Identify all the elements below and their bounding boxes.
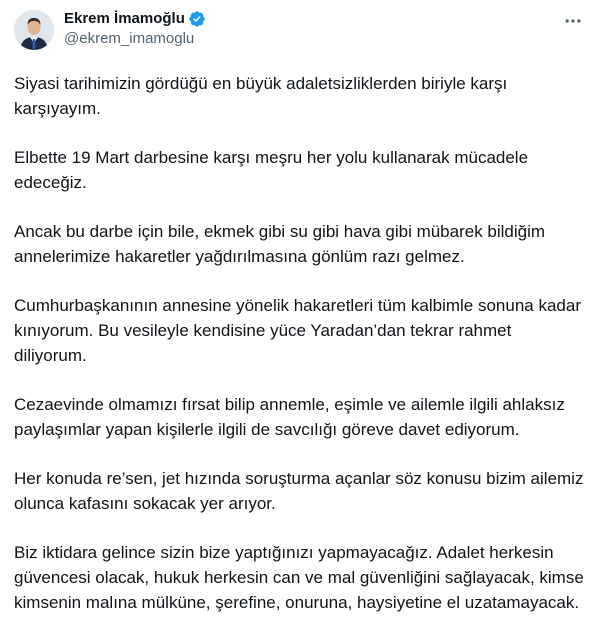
avatar[interactable]	[14, 10, 54, 50]
tweet-text	[14, 71, 600, 615]
tweet-header	[14, 6, 600, 56]
display-name[interactable]: Ekrem İmamoğlu	[64, 10, 185, 27]
display-name-row	[64, 9, 206, 29]
author-handle[interactable]: @ekrem_imamoglu	[64, 30, 195, 47]
more-options-icon[interactable]	[562, 10, 584, 32]
tweet-paragraph: Her konuda re’sen, jet hızında soruşturma açanlar söz konusu bizim ailemiz olunca kafasını sokacak yer arıyor.	[14, 469, 584, 513]
tweet-paragraph: Siyasi tarihimizin gördüğü en büyük adaletsizliklerden biriyle karşı karşıyayım.	[14, 74, 508, 118]
avatar-photo	[14, 10, 54, 50]
tweet-paragraph: Cumhurbaşkanının annesine yönelik hakaretleri tüm kalbimle sonuna kadar kınıyorum. Bu vesileyle kendisine yüce Yaradan’dan tekrar rahmet diliyorum.	[14, 296, 581, 365]
verified-badge-icon	[188, 10, 206, 28]
tweet-paragraph: Ancak bu darbe için bile, ekmek gibi su gibi hava gibi mübarek bildiğim annelerimize hakaretler yağdırılmasına gönlüm razı gelmez.	[14, 222, 546, 266]
tweet-paragraph: Biz iktidara gelince sizin bize yaptığınızı yapmayacağız. Adalet herkesin güvencesi olacak, hukuk herkesin can ve mal güvenliğini sağlayacak, kimse kimsenin malına mülküne, şerefine, onuruna, haysiyetine el uzatamayacak.	[14, 543, 584, 612]
tweet-paragraph: Elbette 19 Mart darbesine karşı meşru her yolu kullanarak mücadele edeceğiz.	[14, 148, 529, 192]
tweet-paragraph: Cezaevinde olmamızı fırsat bilip annemle, eşimle ve ailemle ilgili ahlaksız paylaşımlar yapan kişilerle ilgili de savcılığı göreve davet ediyorum.	[14, 395, 565, 439]
author-names	[64, 9, 206, 49]
